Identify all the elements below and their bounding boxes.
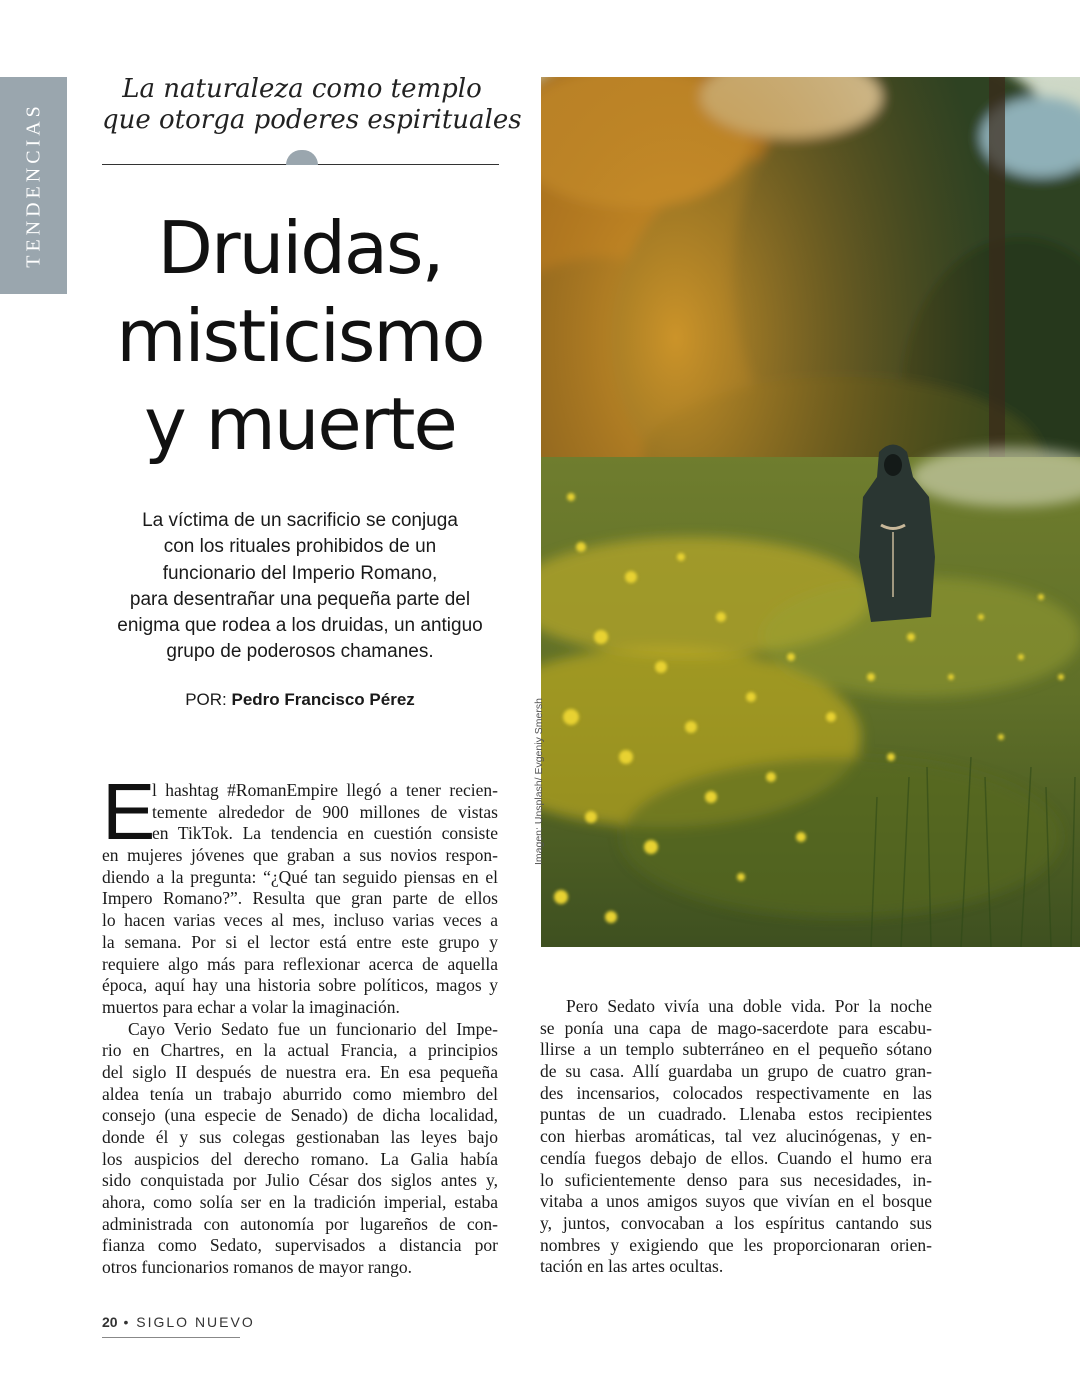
article-line: cendía fuegos debajo de ellos. Cuando el humo era: [540, 1147, 932, 1168]
article-line: del siglo II después de nuestra era. En esa pequeña: [102, 1061, 498, 1082]
headline-line: Druidas,: [157, 206, 443, 290]
article-line: requiere algo más para reflexionar acerca de aquella: [102, 953, 498, 974]
article-line: Cayo Verio Sedato fue un funcionario del Impe-: [128, 1018, 498, 1039]
headline: [100, 204, 500, 468]
article-line: tación en las artes ocultas.: [540, 1256, 724, 1277]
byline-prefix: POR:: [185, 690, 227, 709]
deck-line: con los rituales prohibidos de un: [163, 536, 437, 558]
deck-line: enigma que rodea a los druidas, un antiguo: [117, 615, 483, 637]
article-line: muertos para echar a volar la imaginación.: [102, 996, 400, 1017]
section-tab: [0, 77, 67, 294]
article-line: aldea tenía un trabajo aburrido como miembro del: [102, 1083, 498, 1104]
article-line: época, aquí hay una historia sobre políticos, magos y: [102, 975, 498, 996]
page-number: 20: [102, 1314, 118, 1330]
article-line: los auspicios del derecho romano. La Galia había: [102, 1148, 498, 1169]
magazine-name: SIGLO NUEVO: [136, 1314, 255, 1330]
article-line: Pero Sedato vivía una doble vida. Por la noche: [566, 996, 932, 1016]
deck-line: para desentrañar una pequeña parte del: [129, 588, 471, 610]
section-label: TENDENCIAS: [22, 102, 45, 268]
article-line: administrada con autonomía por lugareños de con-: [102, 1213, 498, 1234]
article-line: se ponía una capa de mago-sacerdote para escabu-: [540, 1017, 932, 1038]
article-line: l hashtag #RomanEmpire llegó a tener recien-: [152, 780, 498, 800]
article-line: llirse a un templo subterráneo en el pequeño sótano: [540, 1039, 932, 1060]
footer-separator: •: [123, 1314, 131, 1330]
article-line: consejo (una especie de Senado) de dicha localidad,: [102, 1105, 498, 1126]
headline-line: misticismo: [116, 294, 484, 378]
headline-line: y muerte: [144, 382, 456, 466]
article-line: con hierbas aromáticas, tal vez alucinógenas, y en-: [540, 1126, 932, 1147]
article-line: ahora, como solía ser en la tradición imperial, estaba: [102, 1192, 498, 1213]
divider-ornament: [286, 150, 318, 165]
deck: [100, 508, 500, 666]
article-line: diendo a la pregunta: “¿Qué tan seguido piensas en el: [102, 866, 498, 887]
byline: [100, 690, 500, 710]
byline-author: Pedro Francisco Pérez: [231, 690, 415, 709]
deck-line: grupo de poderosos chamanes.: [166, 641, 434, 663]
deck-line: funcionario del Imperio Romano,: [162, 562, 438, 584]
article-line: des incensarios, colocados respectivamente en las: [540, 1082, 932, 1103]
druid-meadow-photo: [541, 77, 1080, 947]
article-line: lo hacen varias veces al mes, incluso varias veces a: [102, 910, 498, 931]
article-column-left: [102, 780, 498, 1279]
article-line: Impero Romano?”. Resulta que gran parte de ellos: [102, 888, 498, 909]
kicker: [102, 74, 522, 136]
article-line: y, juntos, convocaban a los espíritus cantando sus: [540, 1212, 932, 1233]
article-line: temente alrededor de 900 millones de vistas: [152, 801, 498, 822]
article-column-right: [540, 996, 932, 1278]
article-line: donde él y sus colegas gestionaban las leyes bajo: [102, 1127, 498, 1147]
article-line: en TikTok. La tendencia en cuestión consiste: [152, 823, 498, 844]
article-line: fianza como Sedato, supervisados a distancia por: [102, 1235, 498, 1256]
photo-credit: Imagen: Unsplash/ Evgeniy Smersh: [533, 698, 545, 865]
footer-divider: [102, 1337, 240, 1338]
article-line: nombres y exigiendo que les proporcionaran orien-: [540, 1234, 932, 1255]
article-line: de su casa. Allí guardaba un grupo de cuatro gran-: [540, 1061, 932, 1082]
deck-line: La víctima de un sacrificio se conjuga: [142, 510, 458, 531]
article-line: la semana. Por si el lector está entre este grupo y: [102, 931, 498, 952]
article-line: en mujeres jóvenes que graban a sus novios respon-: [102, 845, 498, 866]
kicker-line: La naturaleza como templo: [122, 74, 482, 104]
article-line: lo suficientemente denso para sus necesidades, in-: [540, 1169, 932, 1190]
article-line: vitaba a unos amigos suyos que vivían en el bosque: [540, 1191, 932, 1212]
drop-cap: E: [102, 767, 156, 856]
page-footer: [102, 1314, 255, 1330]
article-line: otros funcionarios romanos de mayor rango.: [102, 1257, 413, 1278]
article-line: puntas de un cuadrado. Llenaba estos recipientes: [540, 1104, 932, 1125]
article-line: sido conquistada por Julio César dos siglos antes y,: [102, 1170, 498, 1191]
kicker-line: que otorga poderes espirituales: [102, 105, 522, 135]
article-line: rio en Chartres, en la actual Francia, a principios: [102, 1040, 498, 1061]
